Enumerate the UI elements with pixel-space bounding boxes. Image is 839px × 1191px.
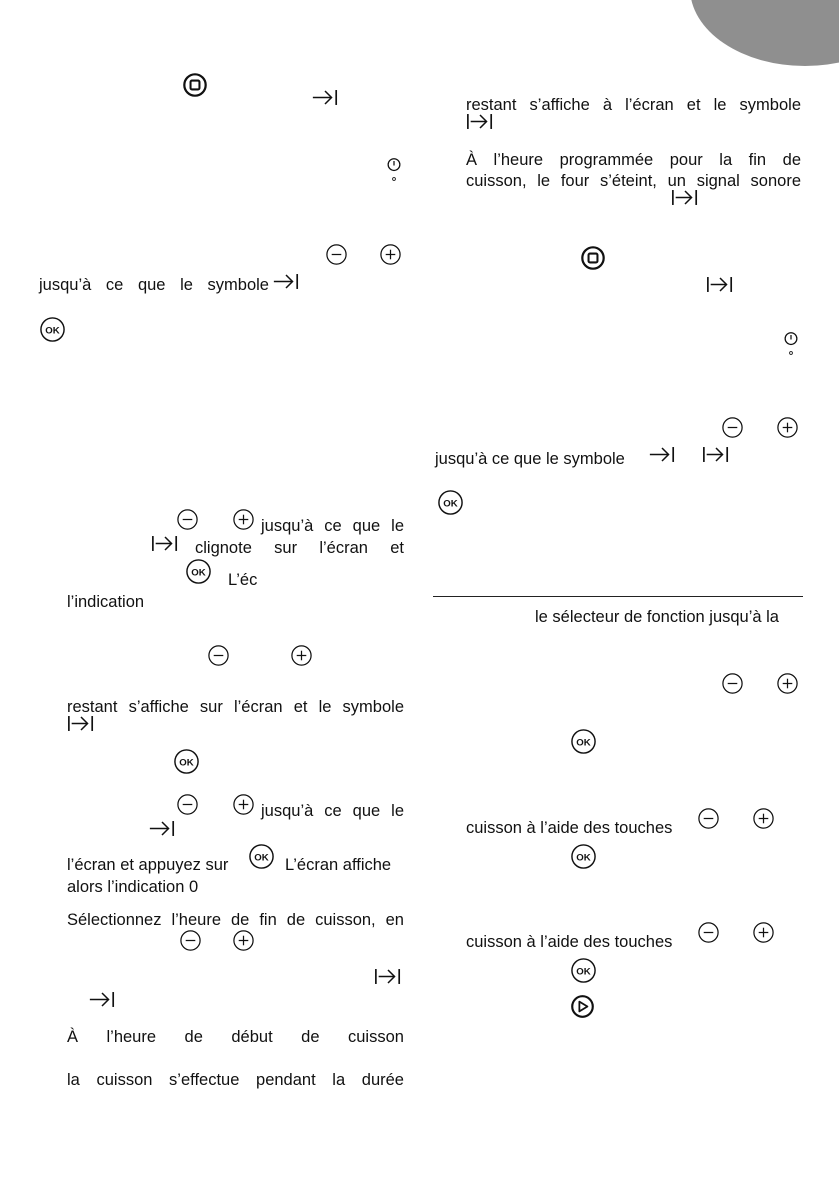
text-line: jusqu’à ce que le symbole — [435, 450, 625, 468]
text-line: l’indication — [67, 593, 145, 611]
minus-button-icon — [179, 929, 202, 952]
ok-button-icon — [570, 843, 597, 870]
text-line: restant s’affiche sur l’écran et le symbole — [67, 698, 404, 716]
clock-icon — [385, 156, 403, 184]
end-time-arrow-icon — [311, 88, 339, 107]
text-line: Sélectionnez l’heure de fin de cuisson, en — [67, 911, 404, 929]
ok-button-icon — [185, 558, 212, 585]
plus-button-icon — [379, 243, 402, 266]
minus-button-icon — [697, 807, 720, 830]
end-time-arrow-icon — [648, 445, 676, 464]
text-line: cuisson à l’aide des touches — [466, 933, 673, 951]
word: de — [301, 1028, 320, 1046]
stop-button-icon — [182, 72, 208, 98]
ok-button-icon — [570, 728, 597, 755]
word: début — [231, 1028, 273, 1046]
duration-bar-arrow-icon — [374, 967, 402, 986]
text-line: cuisson à l’aide des touches — [466, 819, 673, 837]
plus-button-icon — [752, 921, 775, 944]
word: de — [184, 1028, 203, 1046]
plus-button-icon — [232, 793, 255, 816]
text-line: l’écran et appuyez sur — [67, 856, 229, 874]
text-line — [67, 1027, 404, 1047]
minus-button-icon — [176, 508, 199, 531]
stop-button-icon — [580, 245, 606, 271]
ok-button-icon — [248, 843, 275, 870]
text-line: À l’heure programmée pour la fin de — [466, 151, 801, 169]
plus-button-icon — [776, 416, 799, 439]
duration-bar-arrow-icon — [702, 445, 730, 464]
ok-button-icon — [570, 957, 597, 984]
word: cuisson — [348, 1028, 404, 1046]
text-line: cuisson, le four s’éteint, un signal sonore — [466, 172, 801, 190]
minus-button-icon — [721, 672, 744, 695]
text-line: restant s’affiche à l’écran et le symbole — [466, 96, 801, 114]
plus-button-icon — [752, 807, 775, 830]
duration-bar-arrow-icon — [151, 534, 179, 553]
ok-button-icon — [39, 316, 66, 343]
minus-button-icon — [721, 416, 744, 439]
plus-button-icon — [232, 929, 255, 952]
word: l’heure — [106, 1028, 157, 1046]
duration-bar-arrow-icon — [706, 275, 734, 294]
end-time-arrow-icon — [148, 819, 176, 838]
minus-button-icon — [325, 243, 348, 266]
end-time-arrow-icon — [272, 272, 300, 291]
start-play-icon — [570, 994, 595, 1019]
text-line: L’écran affiche — [285, 856, 392, 874]
plus-button-icon — [290, 644, 313, 667]
page-corner-tab — [690, 0, 839, 66]
ok-button-icon — [173, 748, 200, 775]
section-divider — [433, 596, 803, 597]
clock-icon — [782, 330, 800, 358]
plus-button-icon — [232, 508, 255, 531]
duration-bar-arrow-icon — [466, 112, 494, 131]
ok-button-icon — [437, 489, 464, 516]
text-line: jusqu’à ce que le — [261, 517, 404, 535]
duration-bar-arrow-icon — [67, 714, 95, 733]
text-line: jusqu’à ce que le — [261, 802, 404, 820]
text-line: jusqu’à ce que le symbole — [39, 276, 269, 294]
plus-button-icon — [776, 672, 799, 695]
end-time-arrow-icon — [88, 990, 116, 1009]
text-line: L’éc — [228, 571, 258, 589]
minus-button-icon — [207, 644, 230, 667]
duration-bar-arrow-icon — [671, 188, 699, 207]
minus-button-icon — [697, 921, 720, 944]
text-line: le sélecteur de fonction jusqu’à la — [535, 608, 779, 626]
text-line: la cuisson s’effectue pendant la durée — [67, 1071, 404, 1089]
text-line: clignote sur l’écran et — [195, 539, 404, 557]
minus-button-icon — [176, 793, 199, 816]
word: À — [67, 1028, 79, 1046]
text-line: alors l’indication 0 — [67, 878, 199, 896]
